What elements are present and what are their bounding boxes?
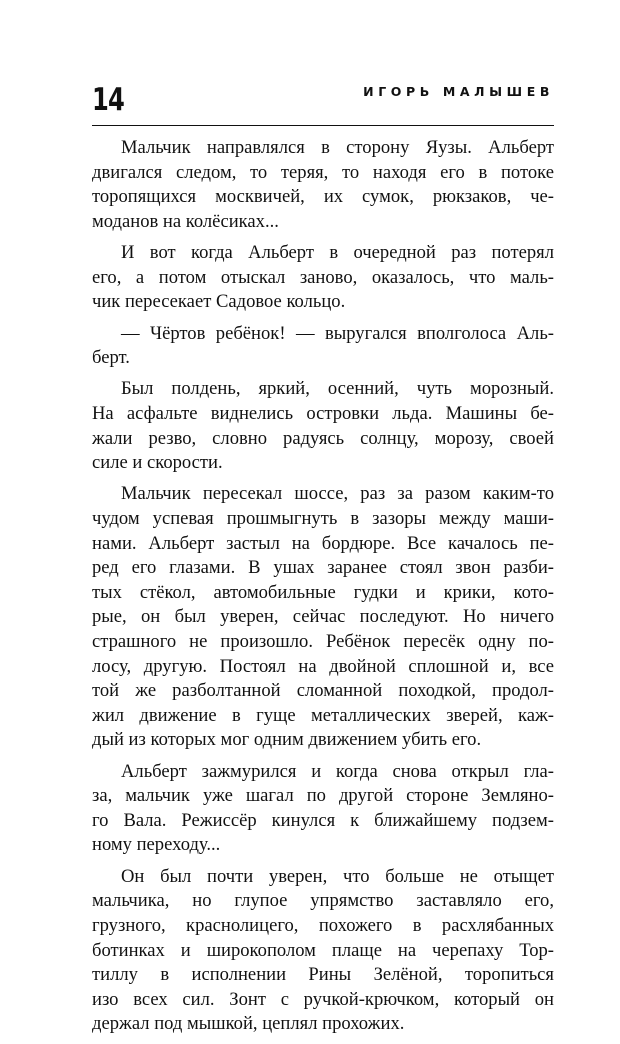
paragraph: [92, 241, 554, 315]
paragraph: [92, 865, 554, 1037]
text-line: ред его глазами. В ушах заранее стоял звон разби-: [92, 557, 554, 579]
text-line: чудом успевая прошмыгнуть в зазоры между маши-: [92, 508, 554, 530]
paragraph: [92, 760, 554, 858]
text-line: дый из которых мог одним движением убить его.: [92, 729, 482, 751]
running-head-author: ИГОРЬ МАЛЫШЕВ: [363, 84, 554, 99]
text-line: Мальчик пересекал шоссе, раз за разом каким-то: [121, 483, 554, 505]
header-rule: [92, 125, 554, 126]
text-line: На асфальте виднелись островки льда. Машины бе-: [92, 403, 554, 424]
body-text: [92, 136, 554, 1044]
text-line: страшного не произошло. Ребёнок пересёк одну по-: [92, 631, 554, 653]
text-line: изо всех сил. Зонт с ручкой-крючком, который он: [92, 988, 554, 1010]
text-line: жали резво, словно радуясь солнцу, морозу, своей: [92, 427, 554, 449]
text-line: двигался следом, то теряя, то находя его в потоке: [92, 161, 554, 183]
text-line: лосу, другую. Постоял на двойной сплошной и, все: [92, 655, 554, 677]
text-line: мальчика, но глупое упрямство заставляло его,: [92, 890, 554, 912]
text-line: чик пересекает Садовое кольцо.: [92, 291, 346, 313]
text-line: И вот когда Альберт в очередной раз потерял: [121, 242, 554, 264]
text-line: его, а потом отыскал заново, оказалось, что маль-: [92, 266, 554, 288]
text-line: Был полдень, яркий, осенний, чуть морозный.: [121, 378, 554, 400]
text-line: Альберт зажмурился и когда снова открыл гла-: [121, 760, 554, 782]
paragraph: [92, 136, 554, 234]
text-line: — Чёртов ребёнок! — выругался вполголоса Аль-: [121, 322, 554, 344]
text-line: держал под мышкой, цеплял прохожих.: [92, 1013, 405, 1035]
page-header: [92, 80, 554, 120]
text-line: грузного, краснолицего, похожего в расхлябанных: [92, 914, 554, 936]
paragraph: [92, 377, 554, 475]
text-line: за, мальчик уже шагал по другой стороне Земляно-: [92, 785, 554, 807]
text-line: берт.: [92, 347, 130, 369]
text-line: Мальчик направлялся в сторону Яузы. Альберт: [121, 137, 554, 158]
paragraph: [92, 322, 554, 371]
text-line: торопящихся москвичей, их сумок, рюкзаков, че-: [92, 186, 554, 208]
text-line: той же разболтанной сломанной походкой, продол-: [92, 680, 554, 702]
text-line: силе и скорости.: [92, 452, 223, 474]
text-line: тиллу в исполнении Рины Зелёной, торопиться: [92, 964, 554, 986]
text-line: ному переходу...: [92, 834, 221, 856]
text-line: Он был почти уверен, что больше не отыщет: [121, 865, 554, 887]
text-line: го Вала. Режиссёр кинулся к ближайшему подзем-: [92, 809, 554, 831]
text-line: ботинках и широкополом плаще на черепаху Тор-: [92, 939, 554, 961]
paragraph: [92, 482, 554, 753]
page-number: 14: [92, 82, 125, 118]
text-line: жил движение в гуще металлических зверей, каж-: [92, 704, 554, 726]
text-line: нами. Альберт застыл на бордюре. Все качалось пе-: [92, 532, 554, 554]
text-line: моданов на колёсиках...: [92, 210, 279, 232]
text-line: тых стёкол, автомобильные гудки и крики, кото-: [92, 581, 554, 603]
text-line: рые, он был уверен, сейчас последуют. Но ничего: [92, 606, 554, 628]
